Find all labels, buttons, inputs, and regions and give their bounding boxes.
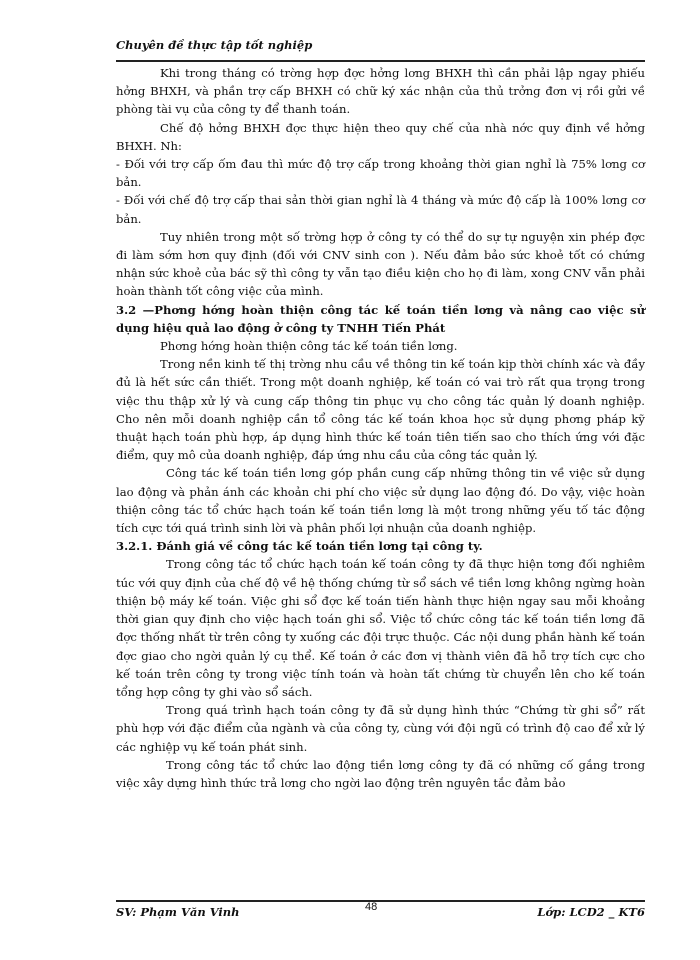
paragraph-market-economy: Trong nền kinh tế thị trờng nhu cầu về thông tin kế toán kịp thời chính xác và đầy đủ là hết sức cần thiết. Trong một doanh nghiệp, kế toán có vai trò rất qua trọng trong việc thu thập xử lý và cung cấp thông tin phục vụ cho công tác quản lý doanh nghiệp. Cho nên mỗi doanh nghiệp cần tổ công tác kế toán khoa học sử dụng phơng pháp kỹ thuật hạch toán phù hợp, áp dụng hình thức kế toán tiên tiến sao cho thích ứng với đặc điểm, quy mô của doanh nghiệp, đáp ứng nhu cầu của công tác quản lý. (116, 357, 645, 463)
section-heading-3-2-1: 3.2.1. Đánh giá về công tác kế toán tiền lơng tại công ty. (116, 539, 483, 554)
page-header: Chuyên đề thực tập tốt nghiệp (116, 38, 645, 62)
paragraph-salary-accounting: Công tác kế toán tiền lơng góp phần cung cấp những thông tin về việc sử dụng lao động và phản ánh các khoản chi phí cho việc sử dụng lao động đó. Do vậy, việc hoàn thiện công tác tổ chức hạch toán kế toán tiền lơng là một trong những yếu tố tác động tích cực tới quá trình sinh lời và phân phối lợi nhuận của doanh nghiệp. (116, 466, 645, 536)
paragraph-bhxh-regime: Chế độ hởng BHXH đợc thực hiện theo quy chế của nhà nớc quy định về hởng BHXH. Nh: (116, 120, 645, 153)
paragraph-labor-organization: Trong công tác tổ chức lao động tiền lơng công ty đã có những cố gắng trong việc xây dựng hình thức trả lơng cho ngời lao động trên nguyên tắc đảm bảo (116, 757, 645, 790)
footer-rule (116, 900, 645, 902)
paragraph-sickness-allowance: - Đối với trợ cấp ốm đau thì mức độ trợ cấp trong khoảng thời gian nghỉ là 75% lơng cơ bản. (116, 157, 645, 190)
document-body (116, 64, 645, 792)
section-heading-3-2: 3.2 —Phơng hớng hoàn thiện công tác kế toán tiền lơng và nâng cao việc sử dụng hiệu quả lao động ở công ty TNHH Tiến Phát (116, 302, 645, 335)
footer-class: Lớp: LCD2 _ KT6 (537, 905, 645, 919)
paragraph-bhxh-slip: Khi trong tháng có trờng hợp đợc hởng lơng BHXH thì cần phải lập ngay phiếu hởng BHXH, và phần trợ cấp BHXH có chữ ký xác nhận của thủ trởng đơn vị rồi gửi về phòng tài vụ của công ty để thanh toán. (116, 66, 645, 117)
footer-student: SV: Phạm Văn Vinh (116, 905, 240, 919)
paragraph-exceptions: Tuy nhiên trong một số trờng hợp ở công ty có thể do sự tự nguyện xin phép đợc đi làm sớm hơn quy định (đối với CNV sinh con ). Nếu đảm bảo sức khoẻ tốt có chứng nhận sức khoẻ của bác sỹ thì công ty vẫn tạo điều kiện cho họ đi làm, xong CNV vẫn phải hoàn thành tốt công việc của mình. (116, 229, 645, 299)
paragraph-voucher-form: Trong quá trình hạch toán công ty đã sử dụng hình thức “Chứng từ ghi sổ” rất phù hợp với đặc điểm của ngành và của công ty, cùng với đội ngũ có trình độ cao để xử lý các nghiệp vụ kế toán phát sinh. (116, 703, 645, 754)
paragraph-direction: Phơng hớng hoàn thiện công tác kế toán tiền lơng. (160, 339, 458, 354)
page-number: 48 (365, 901, 378, 913)
paragraph-evaluation: Trong công tác tổ chức hạch toán kế toán công ty đã thực hiện tơng đối nghiêm túc với quy định của chế độ về hệ thống chứng từ sổ sách về tiền lơng không ngừng hoàn thiện bộ máy kế toán. Việc ghi sổ đợc kế toán tiến hành thực hiện ngay sau mỗi khoảng thời gian quy định cho việc hạch toán ghi sổ. Việc tổ chức công tác kế toán tiền lơng đã đợc thống nhất từ trên công ty xuống các đội trực thuộc. Các nội dung phần hành kế toán đợc giao cho ngời quản lý cụ thể. Kế toán ở các đơn vị thành viên đã hỗ trợ tích cực cho kế toán trên công ty trong việc tính toán và hoàn tất chứng từ chuyển lên cho kế toán tổng hợp công ty ghi vào sổ sách. (116, 557, 645, 699)
page-footer (116, 901, 645, 923)
paragraph-maternity-allowance: - Đối với chế độ trợ cấp thai sản thời gian nghỉ là 4 tháng và mức độ cấp là 100% lơng cơ bản. (116, 193, 645, 226)
